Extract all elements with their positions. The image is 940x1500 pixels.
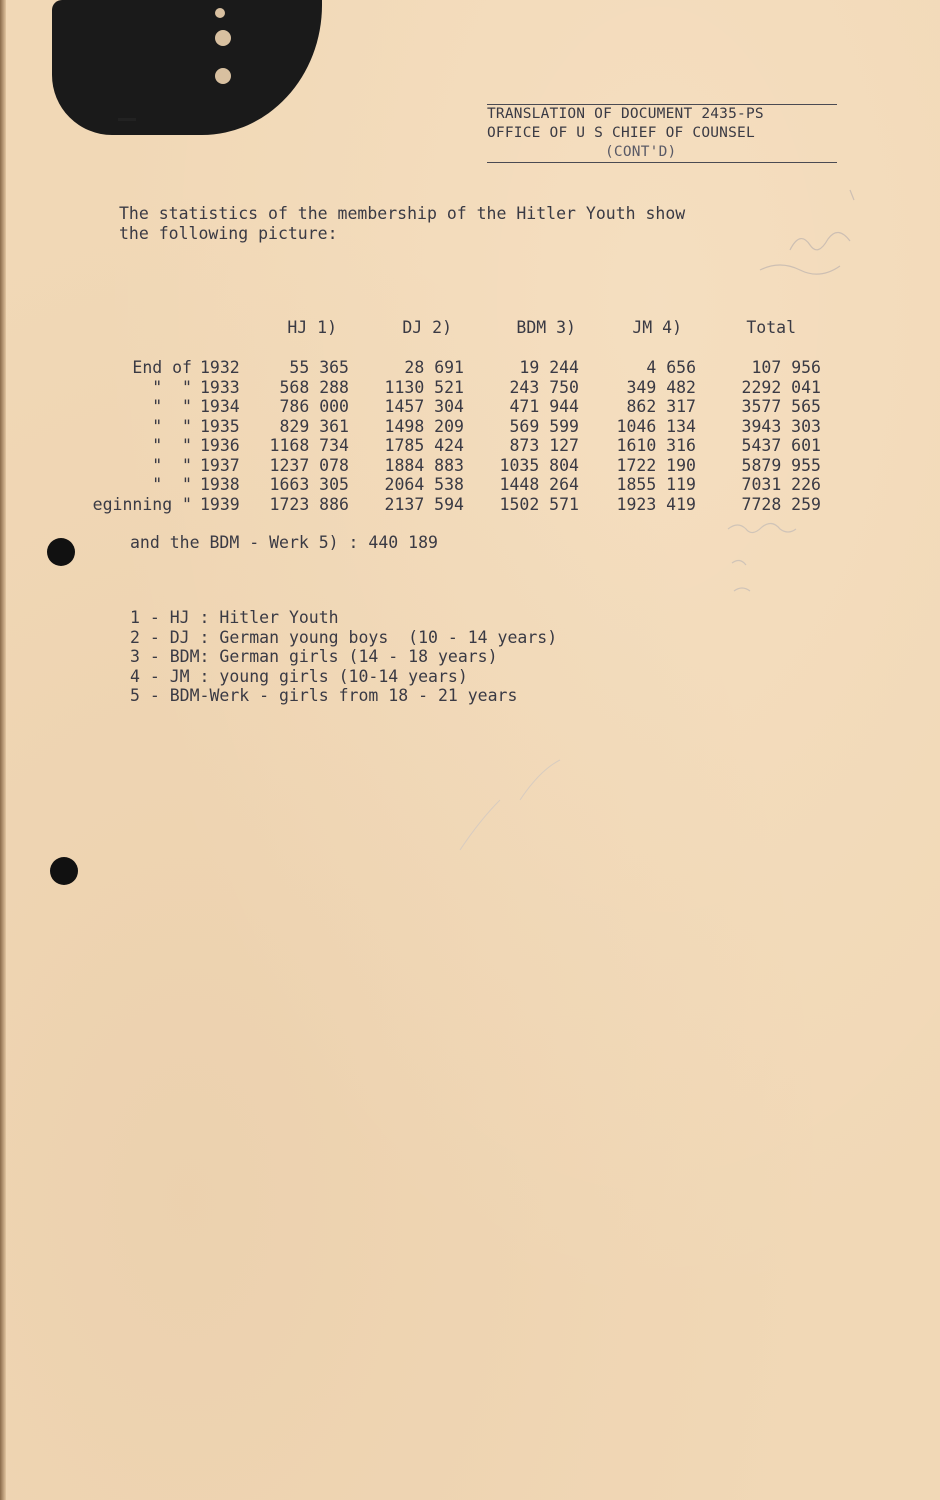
cell-hj: 1723 886: [269, 494, 349, 514]
cell-dj: 1498 209: [384, 416, 464, 436]
header-title: TRANSLATION OF DOCUMENT 2435-PS: [487, 106, 764, 122]
cell-jm: 1610 316: [616, 436, 696, 455]
row-year: 1937: [200, 455, 240, 475]
binder-hole: [215, 8, 225, 18]
footnotes: [130, 608, 557, 706]
row-year: 1935: [200, 416, 240, 436]
header-continued: (CONT'D): [605, 144, 677, 160]
column-header-total: Total: [746, 318, 796, 337]
punch-hole: [47, 538, 75, 566]
footnote-item: 3 - BDM: German girls (14 - 18 years): [130, 647, 498, 666]
cell-dj: 1785 424: [384, 436, 464, 455]
margin-mark: [118, 118, 136, 121]
cell-hj: 568 288: [279, 377, 349, 397]
cell-hj: 55 365: [289, 358, 349, 377]
cell-bdm: 1035 804: [499, 455, 579, 475]
row-prefix: " ": [152, 416, 192, 436]
cell-total: 7031 226: [741, 475, 821, 494]
row-prefix: " ": [152, 475, 192, 494]
row-year: 1933: [200, 377, 240, 397]
cell-jm: 349 482: [626, 377, 696, 397]
cell-hj: 829 361: [279, 416, 349, 436]
cell-total: 3943 303: [741, 416, 821, 436]
cell-jm: 4 656: [646, 358, 696, 377]
bdm-werk-line: and the BDM - Werk 5) : 440 189: [130, 533, 438, 552]
row-prefix: " ": [152, 397, 192, 416]
pencil-scribble: [720, 515, 830, 605]
cell-total: 5879 955: [741, 455, 821, 475]
cell-bdm: 19 244: [519, 358, 579, 377]
cell-dj: 2137 594: [384, 494, 464, 514]
cell-bdm: 873 127: [509, 436, 579, 455]
row-prefix: " ": [152, 455, 192, 475]
page-edge-shadow: [0, 0, 6, 1500]
cell-dj: 2064 538: [384, 475, 464, 494]
footnote-item: 2 - DJ : German young boys (10 - 14 years): [130, 627, 558, 647]
cell-bdm: 1502 571: [499, 494, 579, 514]
cell-bdm: 569 599: [509, 416, 579, 436]
cell-total: 5437 601: [741, 436, 821, 455]
footnote-item: 1 - HJ : Hitler Youth: [130, 608, 339, 627]
pencil-scribble: [450, 740, 610, 870]
row-year: 1934: [200, 397, 240, 416]
cell-bdm: 243 750: [509, 377, 579, 397]
row-year: 1932: [200, 358, 240, 377]
cell-dj: 1457 304: [384, 397, 464, 416]
cell-total: 3577 565: [741, 397, 821, 416]
cell-dj: 1130 521: [384, 377, 464, 397]
column-header-dj: DJ 2): [402, 318, 452, 337]
cell-total: 107 956: [751, 358, 821, 377]
cell-hj: 1168 734: [269, 436, 349, 455]
row-year: 1939: [200, 494, 240, 514]
cell-jm: 862 317: [626, 397, 696, 416]
footnote-item: 4 - JM : young girls (10-14 years): [130, 666, 468, 686]
cell-hj: 786 000: [279, 397, 349, 416]
cell-hj: 1663 305: [269, 475, 349, 494]
row-year: 1936: [200, 436, 240, 455]
cell-total: 2292 041: [741, 377, 821, 397]
intro-paragraph: The statistics of the membership of the Hitler Youth show the following picture:: [119, 204, 686, 243]
pencil-scribble: [740, 170, 920, 310]
cell-jm: 1046 134: [616, 416, 696, 436]
row-year: 1938: [200, 475, 240, 494]
cell-dj: 28 691: [404, 358, 464, 377]
footnote-item: 5 - BDM-Werk - girls from 18 - 21 years: [130, 686, 518, 705]
cell-bdm: 471 944: [509, 397, 579, 416]
document-header: [487, 104, 847, 163]
cell-total: 7728 259: [741, 494, 821, 514]
row-prefix: " ": [152, 436, 192, 455]
row-prefix: eginning ": [92, 494, 192, 514]
cell-jm: 1722 190: [616, 455, 696, 475]
cell-bdm: 1448 264: [499, 475, 579, 494]
binder-hole: [215, 30, 231, 46]
header-bottom-rule: [487, 162, 837, 163]
cell-hj: 1237 078: [269, 455, 349, 475]
row-prefix: End of: [132, 358, 192, 377]
row-prefix: " ": [152, 377, 192, 397]
header-office: OFFICE OF U S CHIEF OF COUNSEL: [487, 125, 755, 141]
column-header-hj: HJ 1): [287, 318, 337, 337]
column-header-jm: JM 4): [632, 318, 682, 337]
cell-jm: 1855 119: [616, 475, 696, 494]
binder-hole: [215, 68, 231, 84]
punch-hole: [50, 857, 78, 885]
cell-jm: 1923 419: [616, 494, 696, 514]
column-header-bdm: BDM 3): [516, 318, 576, 337]
cell-dj: 1884 883: [384, 455, 464, 475]
